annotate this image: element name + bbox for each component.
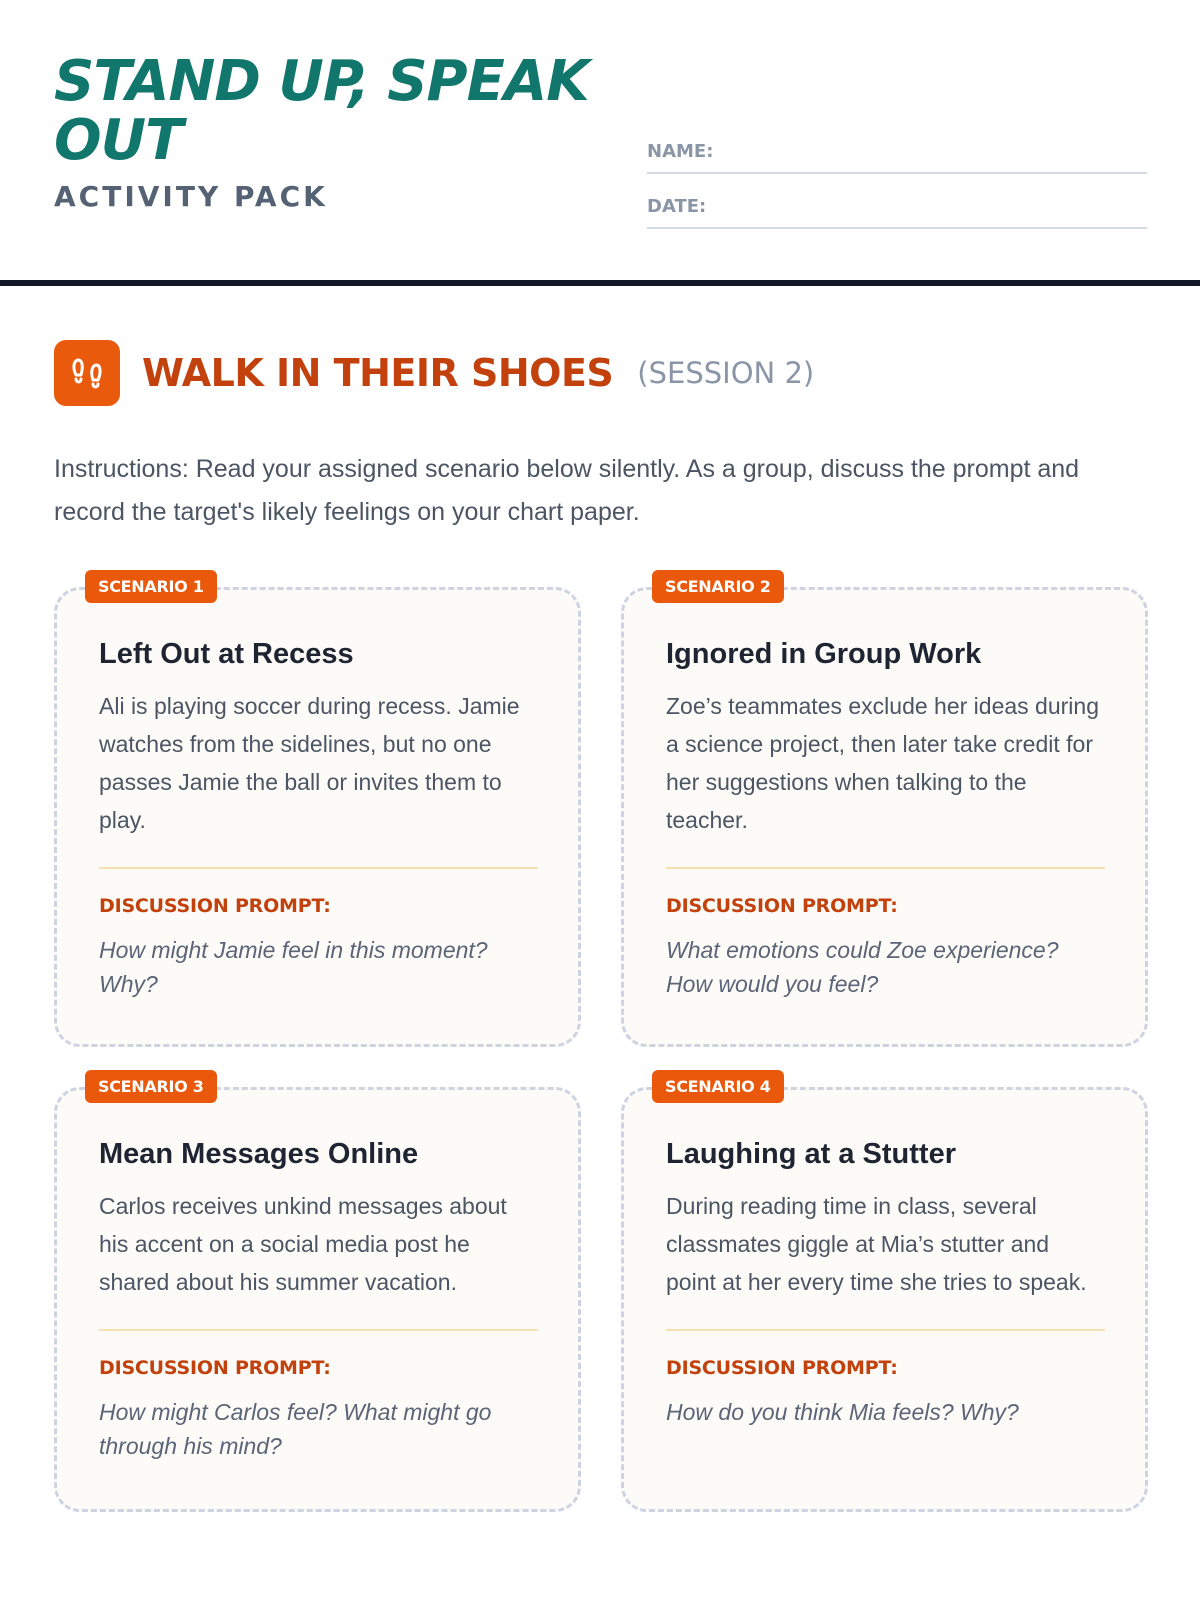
discussion-prompt-label: DISCUSSION PROMPT:: [666, 895, 898, 917]
header-divider: [0, 280, 1200, 286]
card-divider: [99, 867, 538, 869]
title-block: [54, 49, 664, 213]
scenario-description: Ali is playing soccer during recess. Jamie watches from the sidelines, but no one passes Jamie the ball or invites them to play.: [99, 693, 520, 833]
section-session: (SESSION 2): [637, 356, 815, 390]
scenario-title: Ignored in Group Work: [666, 638, 982, 670]
discussion-prompt-text: How might Carlos feel? What might go through his mind?: [99, 1399, 492, 1459]
worksheet-header: [0, 0, 1200, 282]
date-label: DATE:: [647, 196, 707, 217]
discussion-prompt-text: How do you think Mia feels? Why?: [666, 1399, 1019, 1425]
scenario-card: [54, 1077, 581, 1512]
footprints-icon: [54, 340, 120, 406]
discussion-prompt-label: DISCUSSION PROMPT:: [99, 1357, 331, 1379]
scenario-badge: SCENARIO 1: [85, 570, 217, 603]
scenario-description: During reading time in class, several classmates giggle at Mia’s stutter and point at her every time she tries to speak.: [666, 1193, 1087, 1295]
student-fields: [647, 132, 1147, 242]
scenario-title: Mean Messages Online: [99, 1138, 419, 1170]
page-subtitle: ACTIVITY PACK: [54, 180, 328, 213]
scenario-title: Left Out at Recess: [99, 638, 354, 670]
page-title: STAND UP, SPEAK OUT: [54, 49, 589, 173]
scenario-title: Laughing at a Stutter: [666, 1138, 956, 1170]
name-field[interactable]: [647, 132, 1147, 174]
scenario-description: Carlos receives unkind messages about his accent on a social media post he shared about his summer vacation.: [99, 1193, 507, 1295]
discussion-prompt-label: DISCUSSION PROMPT:: [99, 895, 331, 917]
instructions-text: Instructions: Read your assigned scenario below silently. As a group, discuss the prompt and record the target's likely feelings on your chart paper.: [54, 455, 1080, 526]
scenario-badge: SCENARIO 4: [652, 1070, 784, 1103]
date-field[interactable]: [647, 187, 1147, 229]
scenario-card: [621, 1077, 1148, 1512]
footprints-icon-svg: [67, 353, 107, 393]
scenario-badge: SCENARIO 2: [652, 570, 784, 603]
card-divider: [666, 1329, 1105, 1331]
card-divider: [99, 1329, 538, 1331]
section-heading: [54, 340, 814, 406]
discussion-prompt-label: DISCUSSION PROMPT:: [666, 1357, 898, 1379]
card-divider: [666, 867, 1105, 869]
scenario-description: Zoe’s teammates exclude her ideas during a science project, then later take credit for her suggestions when talking to the teacher.: [666, 693, 1099, 833]
discussion-prompt-text: What emotions could Zoe experience? How would you feel?: [666, 937, 1059, 997]
name-label: NAME:: [647, 141, 714, 162]
scenario-badge: SCENARIO 3: [85, 1070, 217, 1103]
section-title: WALK IN THEIR SHOES: [142, 351, 614, 395]
scenario-card: [621, 577, 1148, 1047]
scenario-card: [54, 577, 581, 1047]
discussion-prompt-text: How might Jamie feel in this moment? Why?: [99, 937, 488, 997]
